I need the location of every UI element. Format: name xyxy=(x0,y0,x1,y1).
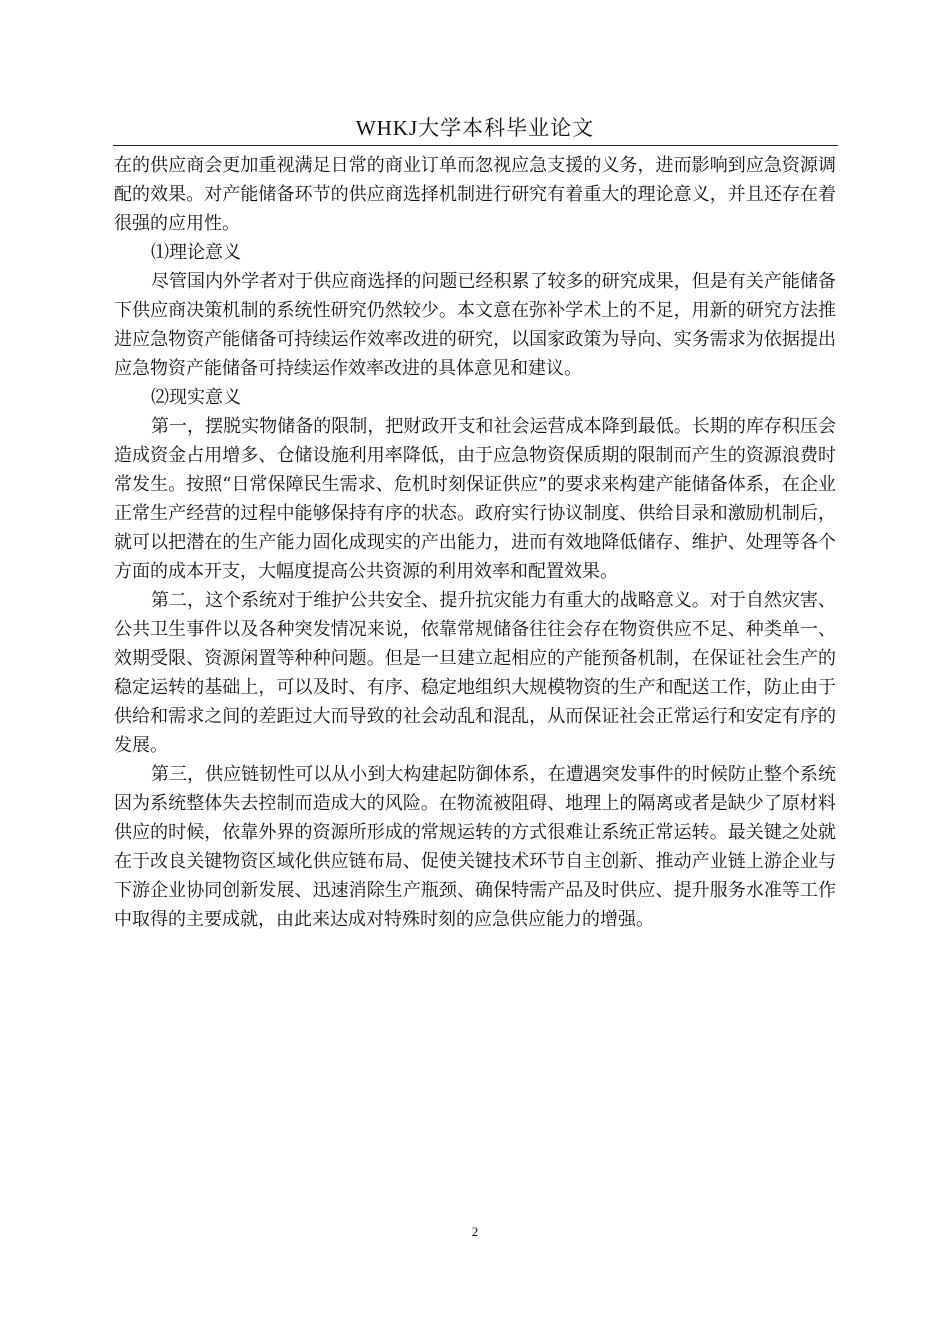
body-text xyxy=(114,151,836,934)
paragraph-theoretical: 尽管国内外学者对于供应商选择的问题已经积累了较多的研究成果，但是有关产能储备下供应商决策机制的系统性研究仍然较少。本文意在弥补学术上的不足，用新的研究方法推进应急物资产能储备可持续运作效率改进的研究，以国家政策为导向、实务需求为依据提出应急物资产能储备可持续运作效率改进的具体意见和建议。 xyxy=(114,271,836,379)
heading-theoretical-significance: ⑴理论意义 xyxy=(151,242,241,263)
thesis-header-title xyxy=(0,114,950,142)
header-divider xyxy=(113,145,838,146)
header-title-cjk: 大学本科毕业论文 xyxy=(418,116,595,140)
paragraph-continuation: 在的供应商会更加重视满足日常的商业订单而忽视应急支援的义务，进而影响到应急资源调配的效果。对产能储备环节的供应商选择机制进行研究有着重大的理论意义，并且还存在着很强的应用性。 xyxy=(114,155,836,234)
paragraph-third: 第三，供应链韧性可以从小到大构建起防御体系，在遭遇突发事件的时候防止整个系统因为系统整体失去控制而造成大的风险。在物流被阻碍、地理上的隔离或者是缺少了原材料供应的时候，依靠外界的资源所形成的常规运转的方式很难让系统正常运转。最关键之处就在于改良关键物资区域化供应链布局、促使关键技术环节自主创新、推动产业链上游企业与下游企业协同创新发展、迅速消除生产瓶颈、确保特需产品及时供应、提升服务水准等工作中取得的主要成就，由此来达成对特殊时刻的应急供应能力的增强。 xyxy=(114,764,836,930)
paragraph-second: 第二，这个系统对于维护公共安全、提升抗灾能力有重大的战略意义。对于自然灾害、公共卫生事件以及各种突发情况来说，依靠常规储备往往会存在物资供应不足、种类单一、效期受限、资源闲置等种种问题。但是一旦建立起相应的产能预备机制，在保证社会生产的稳定运转的基础上，可以及时、有序、稳定地组织大规模物资的生产和配送工作，防止由于供给和需求之间的差距过大而导致的社会动乱和混乱，从而保证社会正常运行和安定有序的发展。 xyxy=(114,590,836,756)
page-number: 2 xyxy=(471,1224,479,1239)
heading-practical-significance: ⑵现实意义 xyxy=(151,387,241,408)
header-title-latin: WHKJ xyxy=(355,116,419,140)
paragraph-first: 第一，摆脱实物储备的限制，把财政开支和社会运营成本降到最低。长期的库存积压会造成资金占用增多、仓储设施利用率降低，由于应急物资保质期的限制而产生的资源浪费时常发生。按照“日常保障民生需求、危机时刻保证供应”的要求来构建产能储备体系，在企业正常生产经营的过程中能够保持有序的状态。政府实行协议制度、供给目录和激励机制后，就可以把潜在的生产能力固化成现实的产出能力，进而有效地降低储存、维护、处理等各个方面的成本开支，大幅度提高公共资源的利用效率和配置效果。 xyxy=(114,416,836,582)
